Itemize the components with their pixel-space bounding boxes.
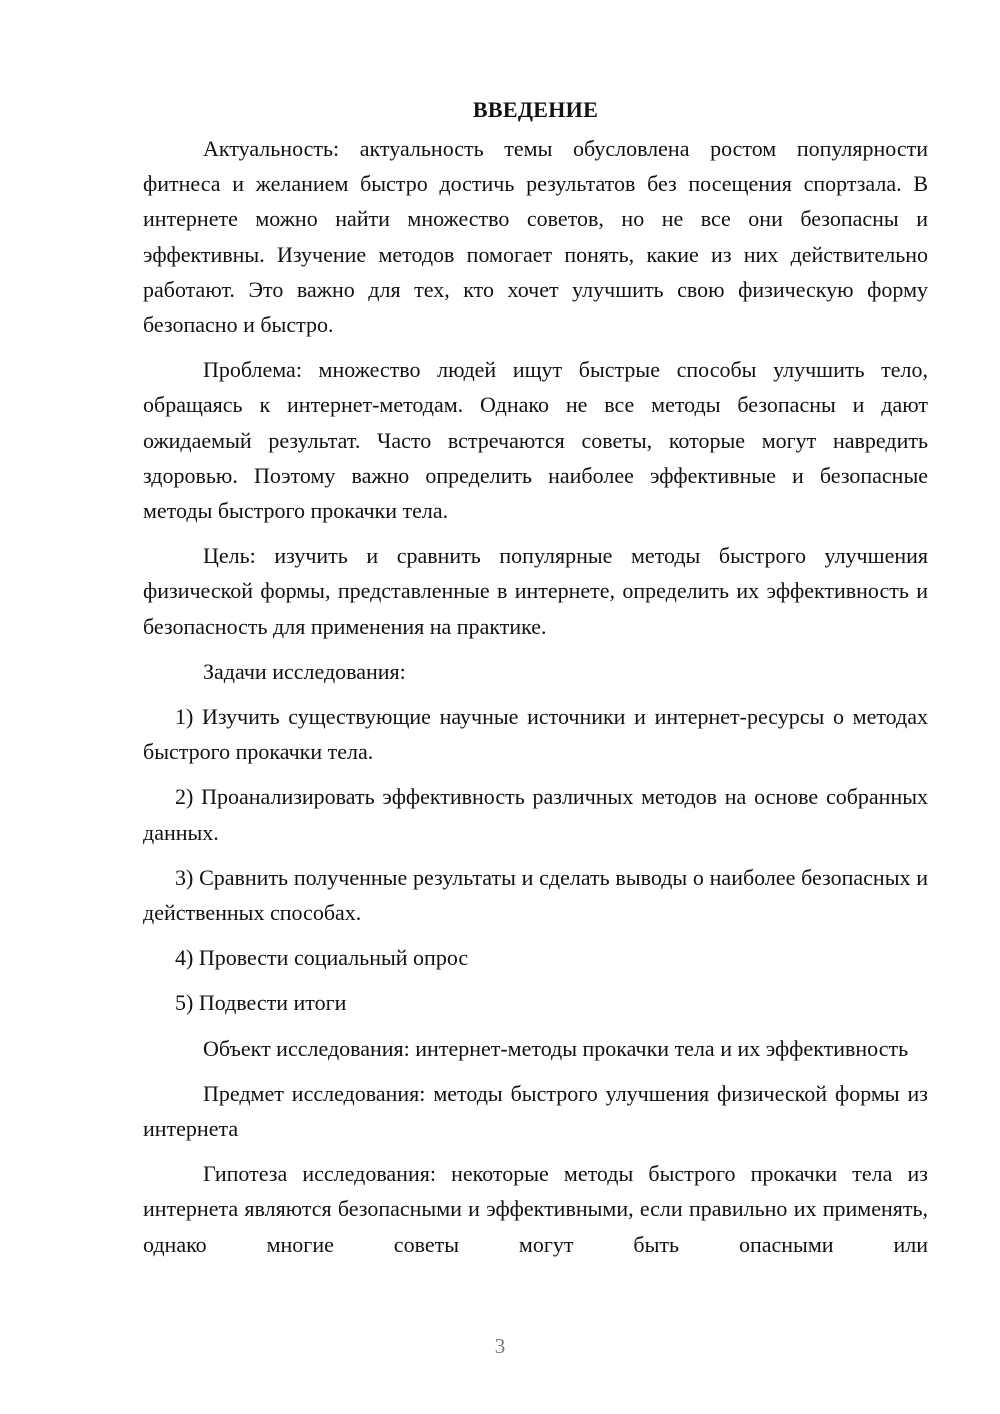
goal-paragraph: Цель: изучить и сравнить популярные методы быстрого улучшения физической формы, представленные в интернете, определить их эффективность и безопасность для применения на практике. bbox=[143, 543, 928, 639]
problem-paragraph: Проблема: множество людей ищут быстрые способы улучшить тело, обращаясь к интернет-методам. Однако не все методы безопасны и дают ожидаемый результат. Часто встречаются советы, которые могут навредить здоровью. Поэтому важно определить наиболее эффективные и безопасные методы быстрого прокачки тела. bbox=[143, 357, 928, 524]
task-item-3: 3) Сравнить полученные результаты и сделать выводы о наиболее безопасных и действенных способах. bbox=[143, 864, 928, 926]
task-item-2: 2) Проанализировать эффективность различных методов на основе собранных данных. bbox=[143, 784, 928, 845]
task-item-1: 1) Изучить существующие научные источники и интернет-ресурсы о методах быстрого прокачки тела. bbox=[143, 704, 928, 765]
document-page bbox=[143, 92, 928, 1262]
subject-paragraph: Предмет исследования: методы быстрого улучшения физической формы из интернета bbox=[143, 1080, 928, 1142]
task-item-5: 5) Подвести итоги bbox=[175, 990, 347, 1016]
object-paragraph: Объект исследования: интернет-методы прокачки тела и их эффективность bbox=[203, 1035, 909, 1061]
task-item-4: 4) Провести социальный опрос bbox=[175, 945, 469, 971]
tasks-heading: Задачи исследования: bbox=[203, 658, 406, 684]
hypothesis-paragraph: Гипотеза исследования: некоторые методы быстрого прокачки тела из интернета являются безопасными и эффективными, если правильно их применять, однако многие советы могут быть опасными или bbox=[143, 1161, 928, 1257]
page-number: 3 bbox=[494, 1334, 506, 1358]
relevance-paragraph: Актуальность: актуальность темы обусловлена ростом популярности фитнеса и желанием быстро достичь результатов без посещения спортзала. В интернете можно найти множество советов, но не все они безопасны и эффективны. Изучение методов помогает понять, какие из них действительно работают. Это важно для тех, кто хочет улучшить свою физическую форму безопасно и быстро. bbox=[143, 136, 928, 338]
page-title: ВВЕДЕНИЕ bbox=[472, 97, 599, 122]
